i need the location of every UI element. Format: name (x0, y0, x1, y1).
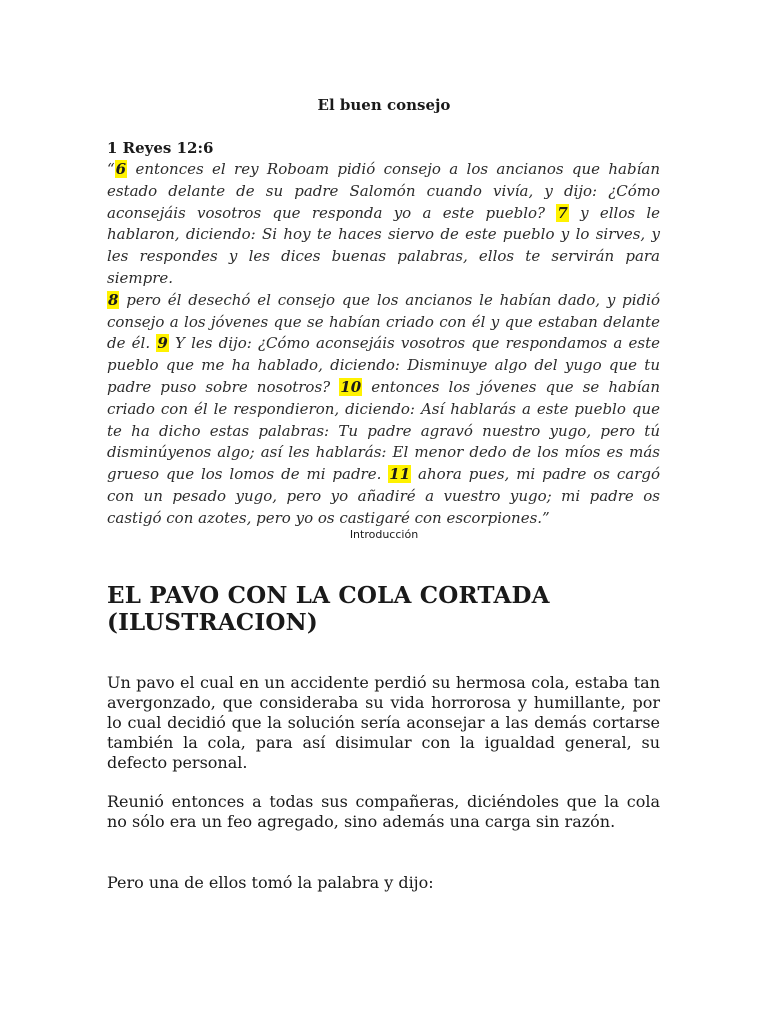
scripture-text: pero él desechó el consejo que los ancianos le habían dado, y pidió consejo a los jóvenes que se habían criado con él y que estaban delante de él. (107, 290, 660, 353)
verse-number: 7 (557, 203, 568, 222)
scripture-passage (107, 159, 660, 530)
body-paragraph-3: Pero una de ellos tomó la palabra y dijo: (107, 873, 434, 892)
scripture-paragraph (107, 290, 660, 530)
scripture-text: y ellos le hablaron, diciendo: Si hoy te haces siervo de este pueblo y lo sirves, y les respondes y les dices buenas palabras, ellos te servirán para siempre. (107, 203, 661, 287)
verse-number: 10 (340, 377, 362, 396)
body-paragraph-1: Un pavo el cual en un accidente perdió su hermosa cola, estaba tan avergonzado, que consideraba su vida horrorosa y humillante, por lo cual decidió que la solución sería aconsejar a las demás cortarse también la cola, para así disimular con la igualdad general, su defecto personal. (107, 673, 660, 772)
bible-reference: 1 Reyes 12:6 (107, 139, 214, 157)
verse-number: 11 (389, 465, 411, 484)
scripture-text: entonces los jóvenes que se habían criado con él le respondieron, diciendo: Así hablarás a este pueblo que te ha dicho estas palabras: Tu padre agravó nuestro yugo, pero tú disminúyenos algo; así les hablarás: El menor dedo de los míos es más grueso que los lomos de mi padre. (107, 377, 660, 484)
section-caption: Introducción (349, 528, 419, 541)
verse-number: 9 (157, 334, 168, 353)
scripture-text: ahora pues, mi padre os cargó con un pesado yugo, pero yo añadiré a vuestro yugo; mi padre os castigó con azotes, pero yo os castigaré con escorpiones.” (107, 465, 660, 527)
body-paragraph-2: Reunió entonces a todas sus compañeras, diciéndoles que la cola no sólo era un feo agregado, sino además una carga sin razón. (107, 792, 660, 831)
document-title: El buen consejo (317, 96, 451, 114)
illustration-heading: EL PAVO CON LA COLA CORTADA (ILUSTRACION) (107, 582, 550, 636)
scripture-paragraph (107, 159, 660, 290)
scripture-text: “ (107, 160, 115, 178)
verse-number: 8 (108, 290, 119, 309)
scripture-text: Y les dijo: ¿Cómo aconsejáis vosotros que respondamos a este pueblo que me ha hablado, diciendo: Disminuye algo del yugo que tu padre puso sobre nosotros? (107, 334, 660, 396)
scripture-text: entonces el rey Roboam pidió consejo a los ancianos que habían estado delante de su padre Salomón cuando vivía, y dijo: ¿Cómo aconsejáis vosotros que responda yo a este pueblo? (107, 160, 660, 222)
verse-number: 6 (115, 160, 127, 178)
